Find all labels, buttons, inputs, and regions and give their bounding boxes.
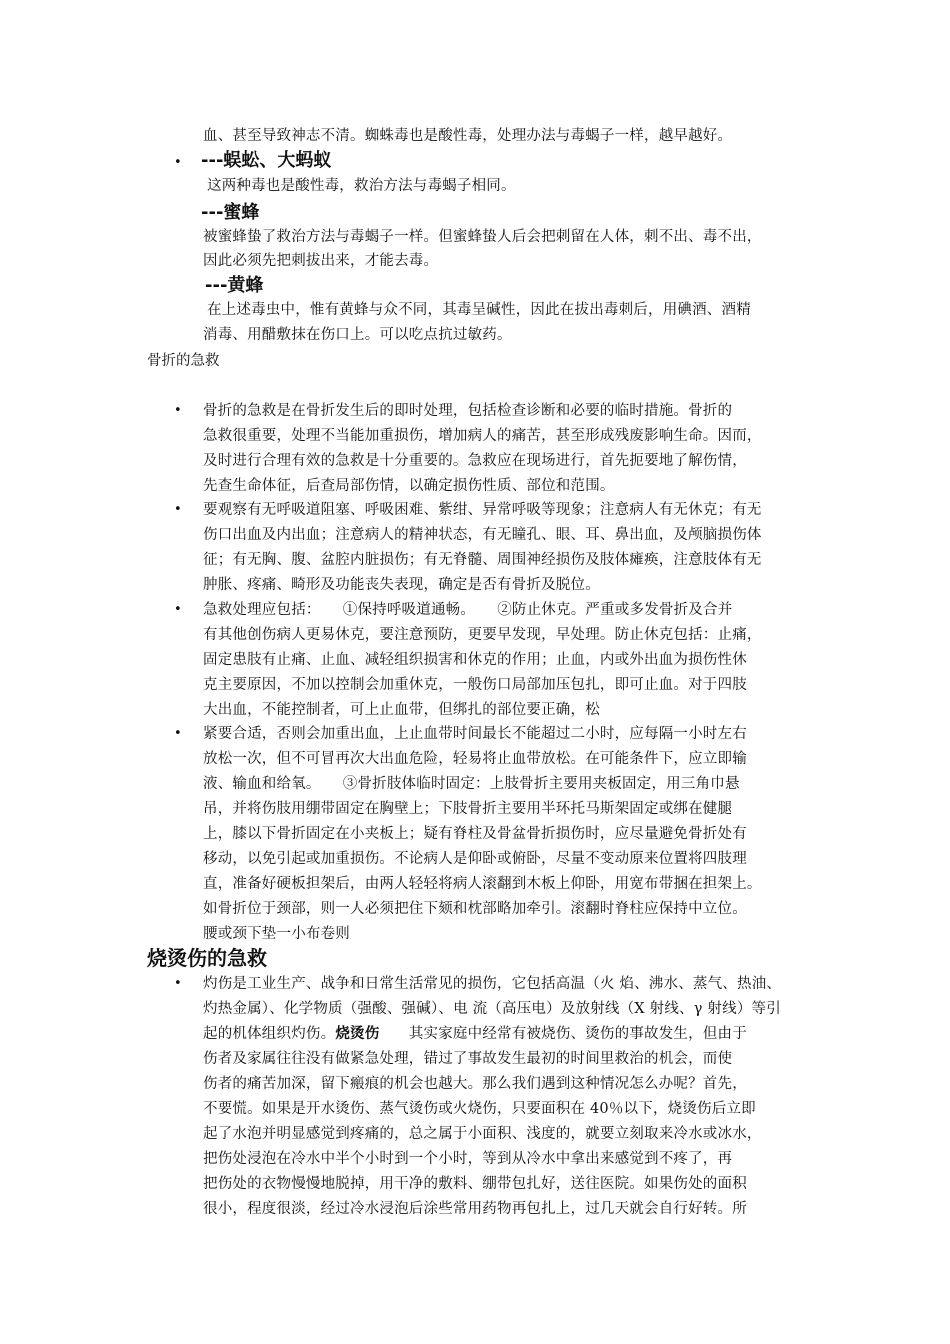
burns-text-line: 伤者的痛苦加深，留下瘢痕的机会也越大。那么我们遇到这种情况怎么办呢？首先， [203,1076,747,1092]
spider-text-line: 血、甚至导致神志不清。蜘蛛毒也是酸性毒，处理办法与毒蝎子一样，越早越好。 [203,128,733,144]
burns-text-line: 不要慌。如果是开水烫伤、蒸气烫伤或火烧伤，只要面积在 40％以下，烧烫伤后立即 [203,1101,756,1117]
burns-section-title: 烧烫伤的急救 [147,946,267,970]
fracture-text-line: 先查生命体征，后查局部伤情，以确定损伤性质、部位和范围。 [203,478,615,494]
fracture-text-line: 急救很重要，处理不当能加重损伤，增加病人的痛苦，甚至形成残废影响生命。因而， [203,428,762,444]
fracture-text-line: 伤口出血及内出血；注意病人的精神状态，有无瞳孔、眼、耳、鼻出血，及颅脑损伤体 [203,527,762,543]
bullet-marker: • [174,976,182,991]
burns-inline-heading: 烧烫伤 [335,1026,380,1042]
burns-text-line: 起了水泡并明显感觉到疼痛的，总之属于小面积、浅度的，就要立刻取来冷水或冰水， [203,1126,762,1142]
burns-text-line: 把伤处浸泡在冷水中半个小时到一个小时，等到从冷水中拿出来感觉到不疼了，再 [203,1151,733,1167]
burns-text-line: 把伤处的衣物慢慢地脱掉，用干净的敷料、绷带包扎好，送往医院。如果伤处的面积 [203,1176,747,1192]
centipede-heading: ---蜈蚣、大蚂蚁 [201,150,332,171]
fracture-text-line: 放松一次，但不可冒再次大出血危险，轻易将止血带放松。在可能条件下，应立即输 [203,751,747,767]
wasp-text-line: 消毒、用醋敷抹在伤口上。可以吃点抗过敏药。 [203,327,512,343]
fracture-text-line: 大出血，不能控制者，可上止血带，但绑扎的部位要正确，松 [203,702,600,718]
bullet-marker: • [174,155,182,170]
fracture-text-line: 要观察有无呼吸道阻塞、呼吸困难、紫绀、异常呼吸等现象；注意病人有无休克；有无 [203,502,762,518]
fracture-text-line: 急救处理应包括： ①保持呼吸道通畅。 ②防止休克。严重或多发骨折及合并 [203,602,733,618]
burns-text-line: 灼伤是工业生产、战争和日常生活常见的损伤，它包括高温（火 焰、沸水、蒸气、热油、 [203,976,782,992]
bullet-marker: • [174,403,182,418]
burns-text-line: 很小，程度很淡，经过冷水浸泡后涂些常用药物再包扎上，过几天就会自行好转。所 [203,1201,747,1217]
bee-text-line: 因此必须先把刺拔出来，才能去毒。 [203,253,439,269]
burns-line-suffix: 其实家庭中经常有被烧伤、烫伤的事故发生，但由于 [379,1026,747,1042]
fracture-text-line: 骨折的急救是在骨折发生后的即时处理，包括检查诊断和必要的临时措施。骨折的 [203,403,733,419]
bullet-marker: • [174,602,182,617]
bee-heading: ---蜜蜂 [201,202,260,223]
burns-text-line [203,1024,747,1044]
fracture-section-title: 骨折的急救 [147,353,220,369]
wasp-heading: ---黄蜂 [205,275,264,296]
wasp-text-line: 在上述毒虫中，惟有黄蜂与众不同，其毒呈碱性，因此在拔出毒刺后，用碘酒、酒精 [207,302,751,318]
burns-line-prefix: 起的机体组织灼伤。 [203,1026,336,1042]
bee-text-line: 被蜜蜂蛰了救治方法与毒蝎子一样。但蜜蜂蛰人后会把刺留在人体，刺不出、毒不出， [203,229,762,245]
fracture-text-line: 吊，并将伤肢用绷带固定在胸壁上；下肢骨折主要用半环托马斯架固定或绑在健腿 [203,801,733,817]
burns-text-line: 灼热金属）、化学物质（强酸、强碱）、电 流（高压电）及放射线（X 射线、γ 射线）等引 [203,1001,781,1017]
fracture-text-line: 上，膝以下骨折固定在小夹板上；疑有脊柱及骨盆骨折损伤时，应尽量避免骨折处有 [203,826,747,842]
fracture-text-line: 移动，以免引起或加重损伤。不论病人是仰卧或俯卧，尽量不变动原来位置将四肢理 [203,851,747,867]
fracture-text-line: 及时进行合理有效的急救是十分重要的。急救应在现场进行，首先扼要地了解伤情， [203,453,747,469]
fracture-text-line: 液、输血和给氧。 ③骨折肢体临时固定：上肢骨折主要用夹板固定，用三角巾悬 [203,776,740,792]
bullet-marker: • [174,502,182,517]
fracture-text-line: 征；有无胸、腹、盆腔内脏损伤；有无脊髓、周围神经损伤及肢体瘫痪，注意肢体有无 [203,552,762,568]
fracture-text-line: 有其他创伤病人更易休克，要注意预防，更要早发现，早处理。防止休克包括：止痛， [203,627,762,643]
fracture-text-line: 克主要原因，不加以控制会加重休克，一般伤口局部加压包扎，即可止血。对于四肢 [203,677,747,693]
centipede-text: 这两种毒也是酸性毒，救治方法与毒蝎子相同。 [207,178,516,194]
fracture-text-line: 腰或颈下垫一小布卷则 [203,926,350,942]
burns-text-line: 伤者及家属往往没有做紧急处理，错过了事故发生最初的时间里救治的机会，而使 [203,1051,733,1067]
bullet-marker: • [174,726,182,741]
fracture-text-line: 如骨折位于颈部，则一人必须把住下颏和枕部略加牵引。滚翻时脊柱应保持中立位。 [203,901,747,917]
fracture-text-line: 固定患肢有止痛、止血、减轻组织损害和休克的作用；止血，内或外出血为损伤性休 [203,652,747,668]
fracture-text-line: 肿胀、疼痛、畸形及功能丧失表现，确定是否有骨折及脱位。 [203,577,600,593]
fracture-text-line: 紧要合适，否则会加重出血，上止血带时间最长不能超过二小时，应每隔一小时左右 [203,726,747,742]
fracture-text-line: 直，准备好硬板担架后，由两人轻轻将病人滚翻到木板上仰卧，用宽布带捆在担架上。 [203,876,762,892]
